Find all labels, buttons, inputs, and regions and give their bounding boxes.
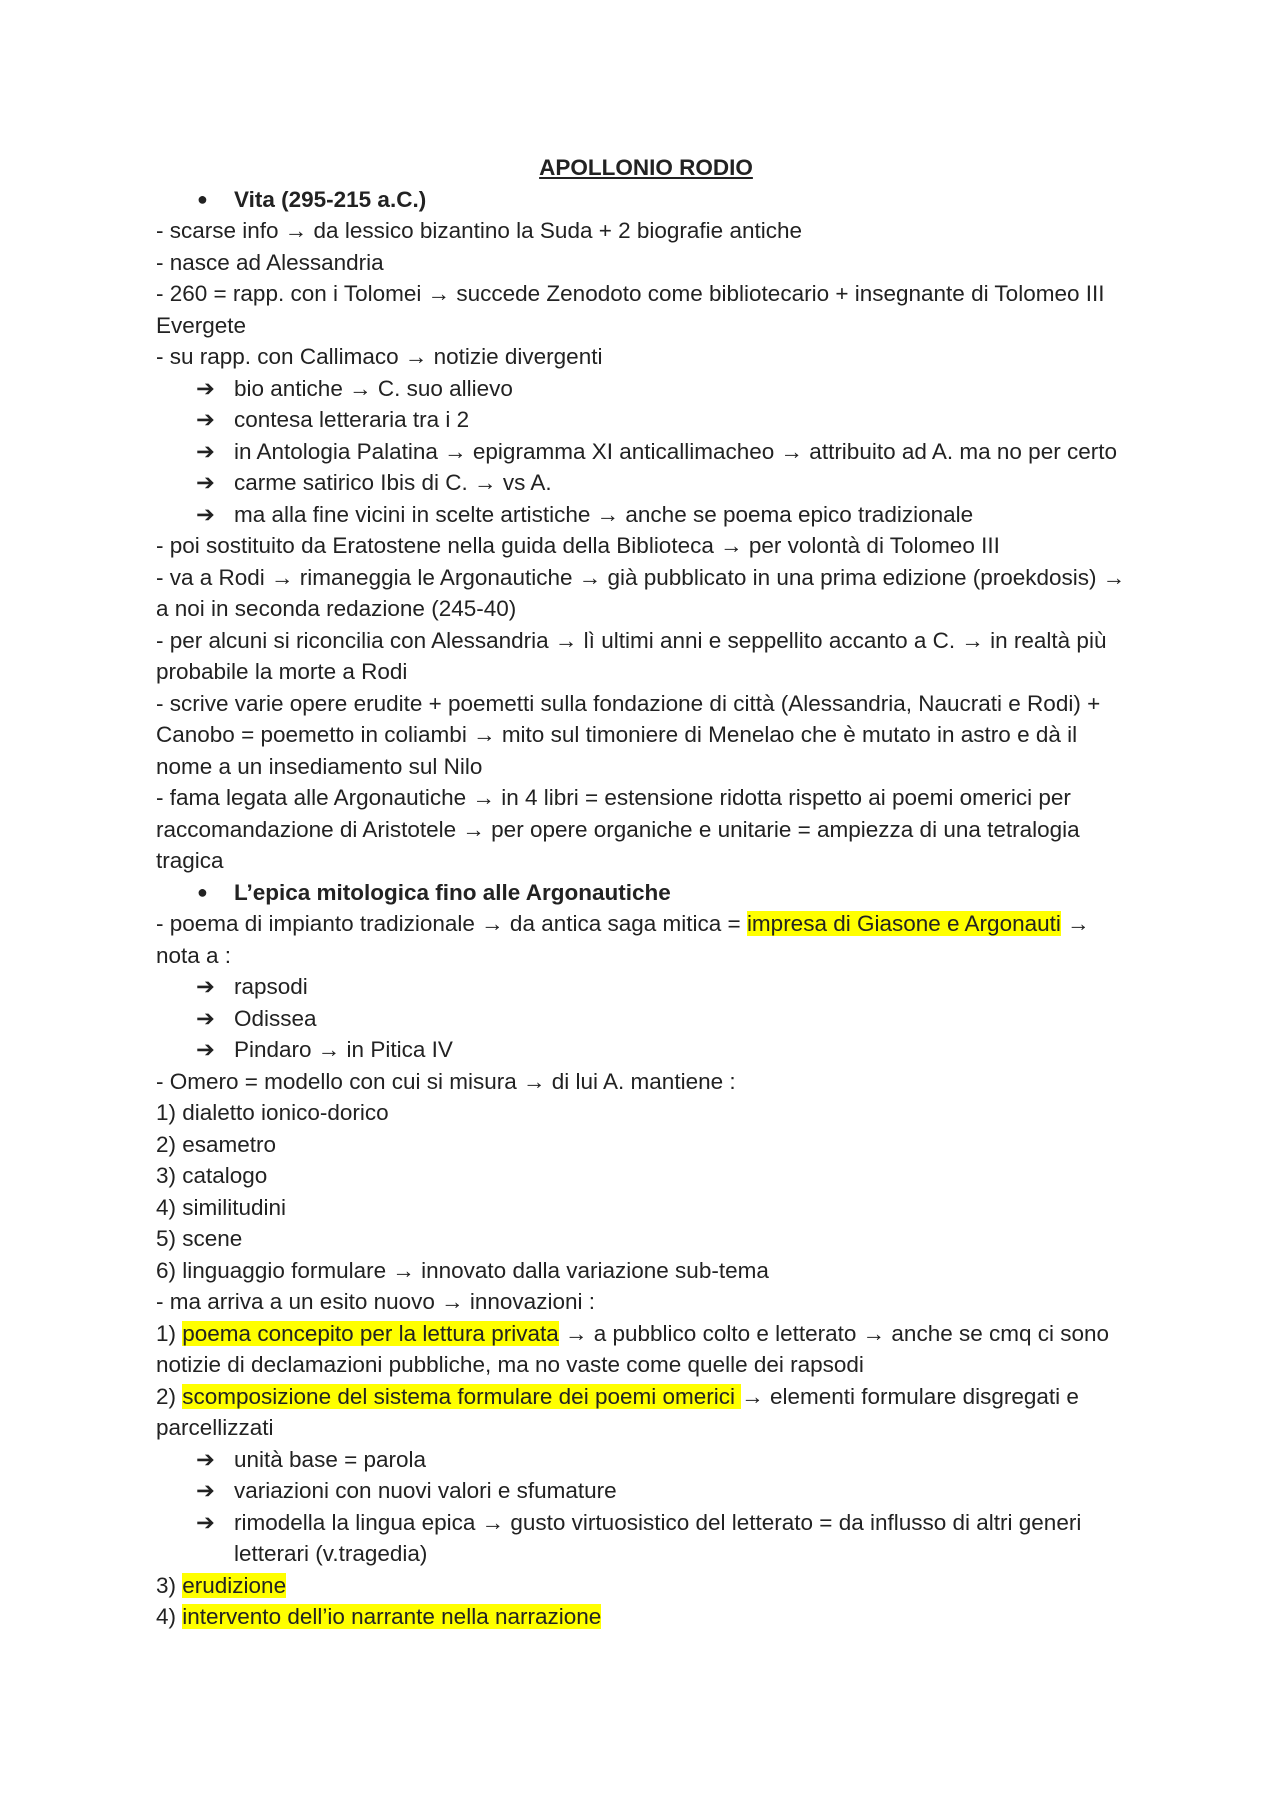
arrow-list-item xyxy=(156,404,1136,436)
highlighted-text: scomposizione del sistema formulare dei poemi omerici xyxy=(182,1383,742,1409)
arrow-list-item xyxy=(156,1034,1136,1066)
text-line: - scarse info → da lessico bizantino la Suda + 2 biografie antiche xyxy=(156,218,802,243)
arrow-list-text: carme satirico Ibis di C. → vs A. xyxy=(234,470,552,495)
arrow-icon: ➔ xyxy=(196,1478,215,1503)
arrow-list-text: rapsodi xyxy=(234,974,308,999)
section-heading-vita xyxy=(156,184,1136,216)
text-line: - nasce ad Alessandria xyxy=(156,249,384,275)
text-line: - scrive varie opere erudite + poemetti sulla fondazione di città (Alessandria, Naucrati e Rodi) + Canobo = poemetto in coliambi → mito sul timoniere di Menelao che è mutato in astro e dà il nome a un insediamento sul Nilo xyxy=(156,690,1101,779)
numbered-item: 1) dialetto ionico-dorico xyxy=(156,1100,389,1125)
numbered-item xyxy=(156,1318,1136,1381)
text-span: → nota a : xyxy=(156,911,1090,968)
numbered-item: 6) linguaggio formulare → innovato dalla variazione sub-tema xyxy=(156,1257,769,1283)
arrow-list-item xyxy=(156,1507,1136,1570)
section-heading-text: L’epica mitologica fino alle Argonautiche xyxy=(234,879,671,905)
numbered-item: 4) similitudini xyxy=(156,1194,287,1220)
arrow-list-item xyxy=(156,499,1136,531)
numbered-item xyxy=(156,1381,1136,1444)
arrow-list-item xyxy=(156,373,1136,405)
numbered-item: 5) scene xyxy=(156,1226,243,1251)
arrow-list-text: unità base = parola xyxy=(234,1446,427,1472)
text-line: - per alcuni si riconcilia con Alessandria → lì ultimi anni e seppellito accanto a C. → in realtà più probabile la morte a Rodi xyxy=(156,627,1107,684)
text-span: → a pubblico colto e letterato → anche se cmq ci sono notizie di declamazioni pubbliche, ma no vaste come quelle dei rapsodi xyxy=(156,1320,1110,1377)
arrow-icon: ➔ xyxy=(196,407,215,432)
text-line: - ma arriva a un esito nuovo → innovazioni : xyxy=(156,1289,595,1314)
arrow-list-item xyxy=(156,1003,1136,1035)
page-title: APOLLONIO RODIO xyxy=(539,155,753,180)
numbered-item: 3) catalogo xyxy=(156,1163,268,1188)
text-span: 3) xyxy=(156,1572,183,1598)
numbered-item: 2) esametro xyxy=(156,1131,277,1157)
arrow-icon: ➔ xyxy=(196,470,215,495)
section-heading-epica xyxy=(156,877,1136,909)
arrow-list-item xyxy=(156,436,1136,468)
text-span: - poema di impianto tradizionale → da antica saga mitica = xyxy=(156,911,747,936)
highlighted-text: impresa di Giasone e Argonauti xyxy=(746,911,1061,936)
bullet-icon: ● xyxy=(197,188,208,209)
numbered-item xyxy=(156,1601,1136,1633)
arrow-list-text: in Antologia Palatina → epigramma XI anticallimacheo → attribuito ad A. ma no per certo xyxy=(234,438,1117,464)
numbered-item xyxy=(156,1570,1136,1602)
text-span: → elementi formulare disgregati e parcellizzati xyxy=(156,1383,1079,1440)
arrow-list-text: Odissea xyxy=(234,1005,317,1031)
arrow-icon: ➔ xyxy=(196,1509,215,1535)
arrow-icon: ➔ xyxy=(196,1037,215,1062)
highlighted-text: intervento dell’io narrante nella narrazione xyxy=(182,1604,602,1629)
arrow-list-text: Pindaro → in Pitica IV xyxy=(234,1037,453,1062)
text-line xyxy=(156,908,1136,971)
text-line: - su rapp. con Callimaco → notizie divergenti xyxy=(156,344,603,369)
arrow-icon: ➔ xyxy=(196,1446,215,1472)
highlighted-text: poema concepito per la lettura privata xyxy=(182,1320,559,1346)
text-line: - va a Rodi → rimaneggia le Argonautiche → già pubblicato in una prima edizione (proekdosis) → a noi in seconda redazione (245-40) xyxy=(156,564,1126,621)
text-span: 4) xyxy=(156,1604,183,1629)
arrow-list-text: rimodella la lingua epica → gusto virtuosistico del letterato = da influsso di altri generi letterari (v.tragedia) xyxy=(234,1509,1082,1566)
arrow-icon: ➔ xyxy=(196,438,215,464)
arrow-list-item xyxy=(156,467,1136,499)
arrow-icon: ➔ xyxy=(196,375,215,401)
highlighted-text: erudizione xyxy=(182,1572,287,1598)
text-line: - poi sostituito da Eratostene nella guida della Biblioteca → per volontà di Tolomeo III xyxy=(156,533,1000,558)
arrow-list-text: bio antiche → C. suo allievo xyxy=(234,375,513,401)
arrow-list-text: contesa letteraria tra i 2 xyxy=(234,407,470,432)
arrow-icon: ➔ xyxy=(196,501,215,527)
arrow-icon: ➔ xyxy=(196,974,215,999)
arrow-icon: ➔ xyxy=(196,1005,215,1031)
arrow-list-item xyxy=(156,971,1136,1003)
arrow-list-item xyxy=(156,1444,1136,1476)
document-page xyxy=(156,152,1136,1633)
text-span: 1) xyxy=(156,1320,183,1346)
arrow-list-text: ma alla fine vicini in scelte artistiche → anche se poema epico tradizionale xyxy=(234,501,974,527)
text-line: - Omero = modello con cui si misura → di lui A. mantiene : xyxy=(156,1068,736,1094)
text-line: - fama legata alle Argonautiche → in 4 libri = estensione ridotta rispetto ai poemi omerici per raccomandazione di Aristotele → per opere organiche e unitarie = ampiezza di una tetralogia tragica xyxy=(156,785,1080,873)
text-span: 2) xyxy=(156,1383,183,1409)
arrow-list-item xyxy=(156,1475,1136,1507)
bullet-icon: ● xyxy=(197,881,208,902)
text-line: - 260 = rapp. con i Tolomei → succede Zenodoto come bibliotecario + insegnante di Tolomeo III Evergete xyxy=(156,281,1105,338)
section-heading-text: Vita (295-215 a.C.) xyxy=(234,186,427,212)
arrow-list-text: variazioni con nuovi valori e sfumature xyxy=(234,1478,617,1503)
